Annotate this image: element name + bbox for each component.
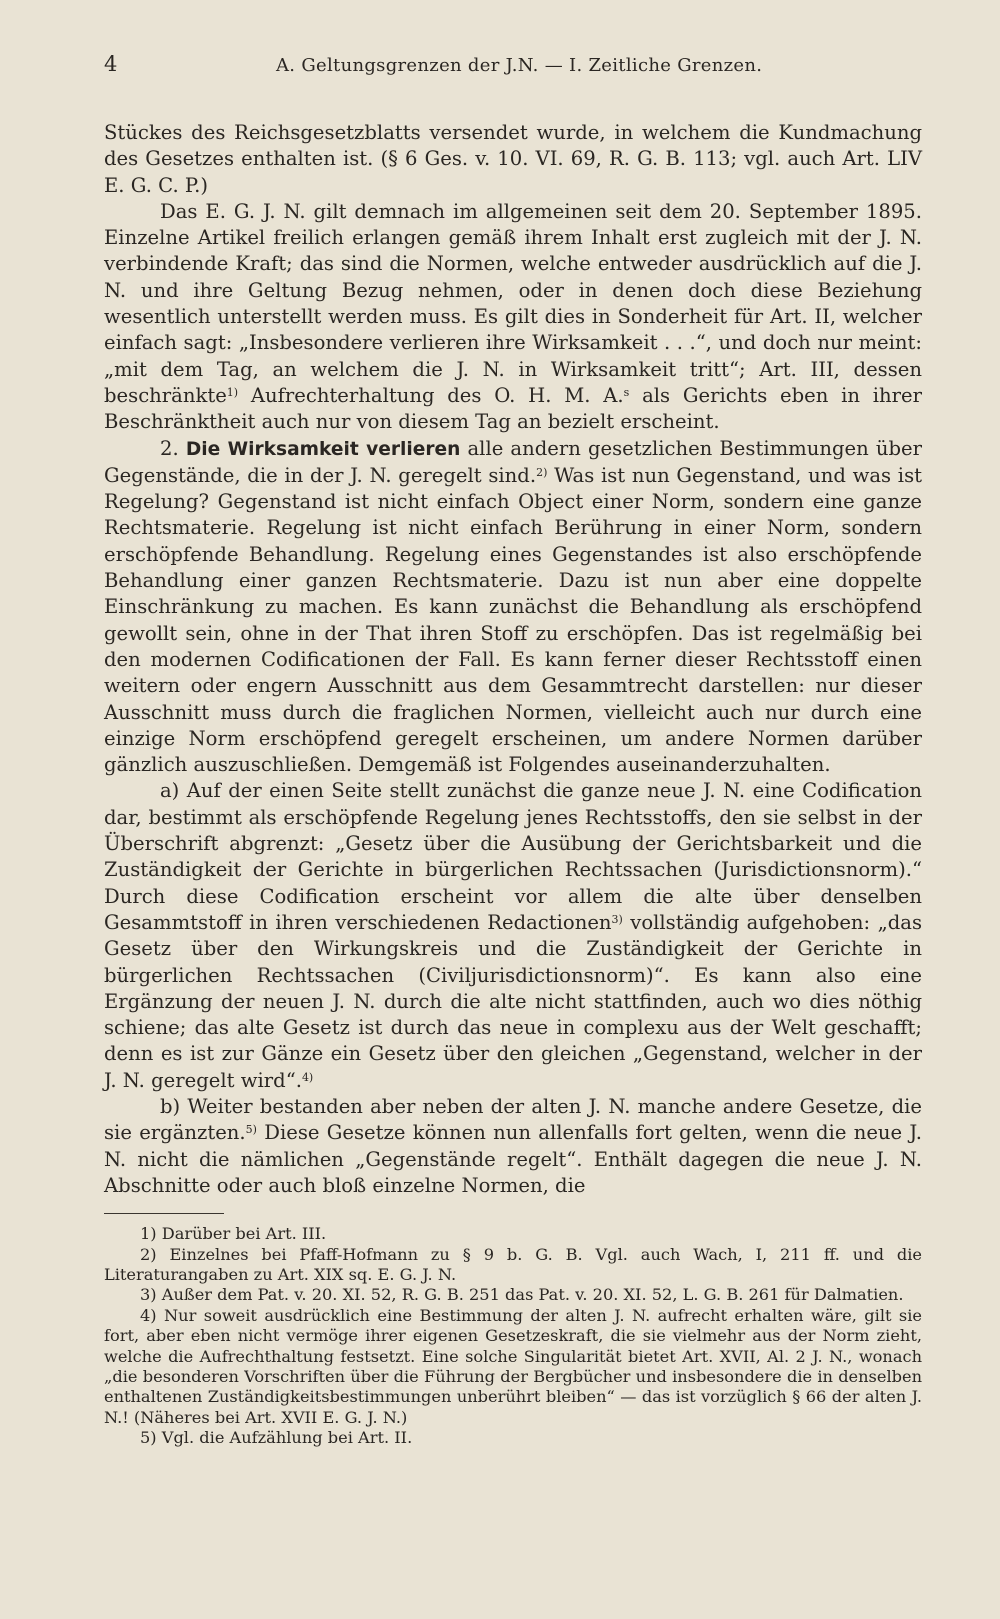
paragraph-3-text-b: Was ist nun Gegenstand, und was ist Regelung? Gegenstand ist nicht einfach Object einer Norm, sondern eine ganze Rechtsmaterie. Regelung ist nicht einfach Berührung in einer Norm, sondern erschöpfende Behandlung. Regelung eines Gegenstandes ist also erschöpfende Behandlung einer ganzen Rechtsmaterie. Dazu ist nun aber eine doppelte Einschränkung zu machen. Es kann zunächst die Behandlung als erschöpfend gewollt sein, ohne in der That ihren Stoff zu erschöpfen. Das ist regelmäßig bei den modernen Codificationen der Fall. Es kann ferner dieser Rechtsstoff einen weitern oder engern Ausschnitt aus dem Gesammtrecht darstellen: nur dieser Ausschnitt muss durch die fraglichen Normen, vielleicht auch nur durch eine einzige Norm erschöpfend geregelt erscheinen, um andere Normen darüber gänzlich auszuschließen. Demgemäß ist Folgendes auseinanderzuhalten. xyxy=(104,463,922,777)
paragraph-5-text-b: Diese Gesetze können nun allenfalls fort gelten, wenn die neue J. N. nicht die nämlichen „Gegenstände regelt“. Enthält dagegen die neue J. N. Abschnitte oder auch bloß einzelne Normen, die xyxy=(104,1121,922,1197)
footnote-ref-2: 2) xyxy=(536,465,548,479)
footnote-2: 2) Einzelnes bei Pfaff-Hofmann zu § 9 b. G. B. Vgl. auch Wach, I, 211 ff. und die Literaturangaben zu Art. XIX sq. E. G. J. N. xyxy=(104,1244,922,1284)
paragraph-3-text-a: alle andern gesetzlichen Bestimmungen über Gegenstände, die in der J. N. geregelt sind. xyxy=(104,436,922,487)
footnote-ref-1: 1) xyxy=(226,385,239,399)
paragraph-4-text-a: a) Auf der einen Seite stellt zunächst die ganze neue J. N. eine Codification dar, bestimmt als erschöpfende Regelung jenes Rechtsstoffs, den sie selbst in der Überschrift abgrenzt: „Gesetz über die Ausübung der Gerichtsbarkeit und die Zuständigkeit der Gerichte in bürgerlichen Rechtssachen (Jurisdictionsnorm).“ Durch diese Codification erscheint vor allem die alte über denselben Gesammtstoff in ihren verschiedenen Redactionen xyxy=(104,779,922,934)
paragraph-1 xyxy=(104,120,922,199)
paragraph-1-text: Stückes des Reichsgesetzblatts versendet wurde, in welchem die Kundmachung des Gesetzes enthalten ist. (§ 6 Ges. v. 10. VI. 69, R. G. B. 113; vgl. auch Art. LIV E. G. C. P.) xyxy=(104,121,922,197)
section-number: 2. xyxy=(160,436,186,460)
page-number: 4 xyxy=(104,52,118,76)
paragraph-2-text-b: Aufrechterhaltung des O. H. M. A. xyxy=(238,383,624,407)
paragraph-2 xyxy=(104,199,922,436)
footnote-divider xyxy=(104,1213,224,1214)
footnote-1: 1) Darüber bei Art. III. xyxy=(140,1224,327,1244)
paragraph-3 xyxy=(104,436,922,779)
paragraph-5 xyxy=(104,1094,922,1199)
running-head: A. Geltungsgrenzen der J.N. — I. Zeitliche Grenzen. xyxy=(276,55,763,76)
paragraph-4 xyxy=(104,778,922,1094)
paragraph-4-text-b: vollständig aufgehoben: „das Gesetz über den Wirkungskreis und die Zuständigkeit der Gerichte in bürgerlichen Rechtssachen (Civiljurisdictionsnorm)“. Es kann also eine Ergänzung der neuen J. N. durch die alte nicht stattfinden, auch wo dies nöthig schiene; das alte Gesetz ist durch das neue in complexu aus der Welt geschafft; denn es ist zur Gänze ein Gesetz über den gleichen „Gegenstand, welcher in der J. N. geregelt wird“. xyxy=(104,910,922,1092)
footnote-4: 4) Nur soweit ausdrücklich eine Bestimmung der alten J. N. aufrecht erhalten wäre, gilt sie fort, aber eben nicht vermöge ihrer eigenen Gesetzeskraft, die sie vielmehr aus der Norm zieht, welche die Aufrechthaltung festsetzt. Eine solche Singularität bietet Art. XVII, Al. 2 J. N., wonach „die besonderen Vorschriften über die Führung der Bergbücher und insbesondere die in denselben enthaltenen Zuständigkeitsbestimmungen unberührt bleiben“ — das ist vorzüglich § 66 der alten J. N.! (Näheres bei Art. XVII E. G. J. N.) xyxy=(104,1305,922,1427)
superscript-s: s xyxy=(623,385,630,399)
section-heading: Die Wirksamkeit verlieren xyxy=(185,438,461,460)
footnote-5: 5) Vgl. die Aufzählung bei Art. II. xyxy=(140,1428,413,1448)
footnotes xyxy=(104,1224,922,1448)
paragraph-2-text-a: Das E. G. J. N. gilt demnach im allgemeinen seit dem 20. September 1895. Einzelne Artikel freilich erlangen gemäß ihrem Inhalt erst zugleich mit der J. N. verbindende Kraft; das sind die Normen, welche entweder ausdrücklich auf die J. N. und ihre Geltung Bezug nehmen, oder in denen doch diese Beziehung wesentlich unterstellt werden muss. Es gilt dies in Sonderheit für Art. II, welcher einfach sagt: „Insbesondere verlieren ihre Wirksamkeit . . .“, und doch nur meint: „mit dem Tag, an welchem die J. N. in Wirksamkeit tritt“; Art. III, dessen beschränkte xyxy=(104,199,922,407)
footnote-ref-3: 3) xyxy=(611,912,623,926)
footnote-3: 3) Außer dem Pat. v. 20. XI. 52, R. G. B. 251 das Pat. v. 20. XI. 52, L. G. B. 261 für Dalmatien. xyxy=(140,1285,904,1305)
page-header xyxy=(104,52,922,92)
body-text xyxy=(104,120,922,1199)
footnote-ref-4: 4) xyxy=(301,1070,314,1084)
paragraph-2-text-c: als Gerichts eben in ihrer Beschränktheit auch nur von diesem Tag an bezielt erscheint. xyxy=(104,383,923,434)
paragraph-5-text-a: b) Weiter bestanden aber neben der alten J. N. manche andere Gesetze, die sie ergänzten. xyxy=(104,1094,922,1145)
footnote-ref-5: 5) xyxy=(245,1123,257,1137)
